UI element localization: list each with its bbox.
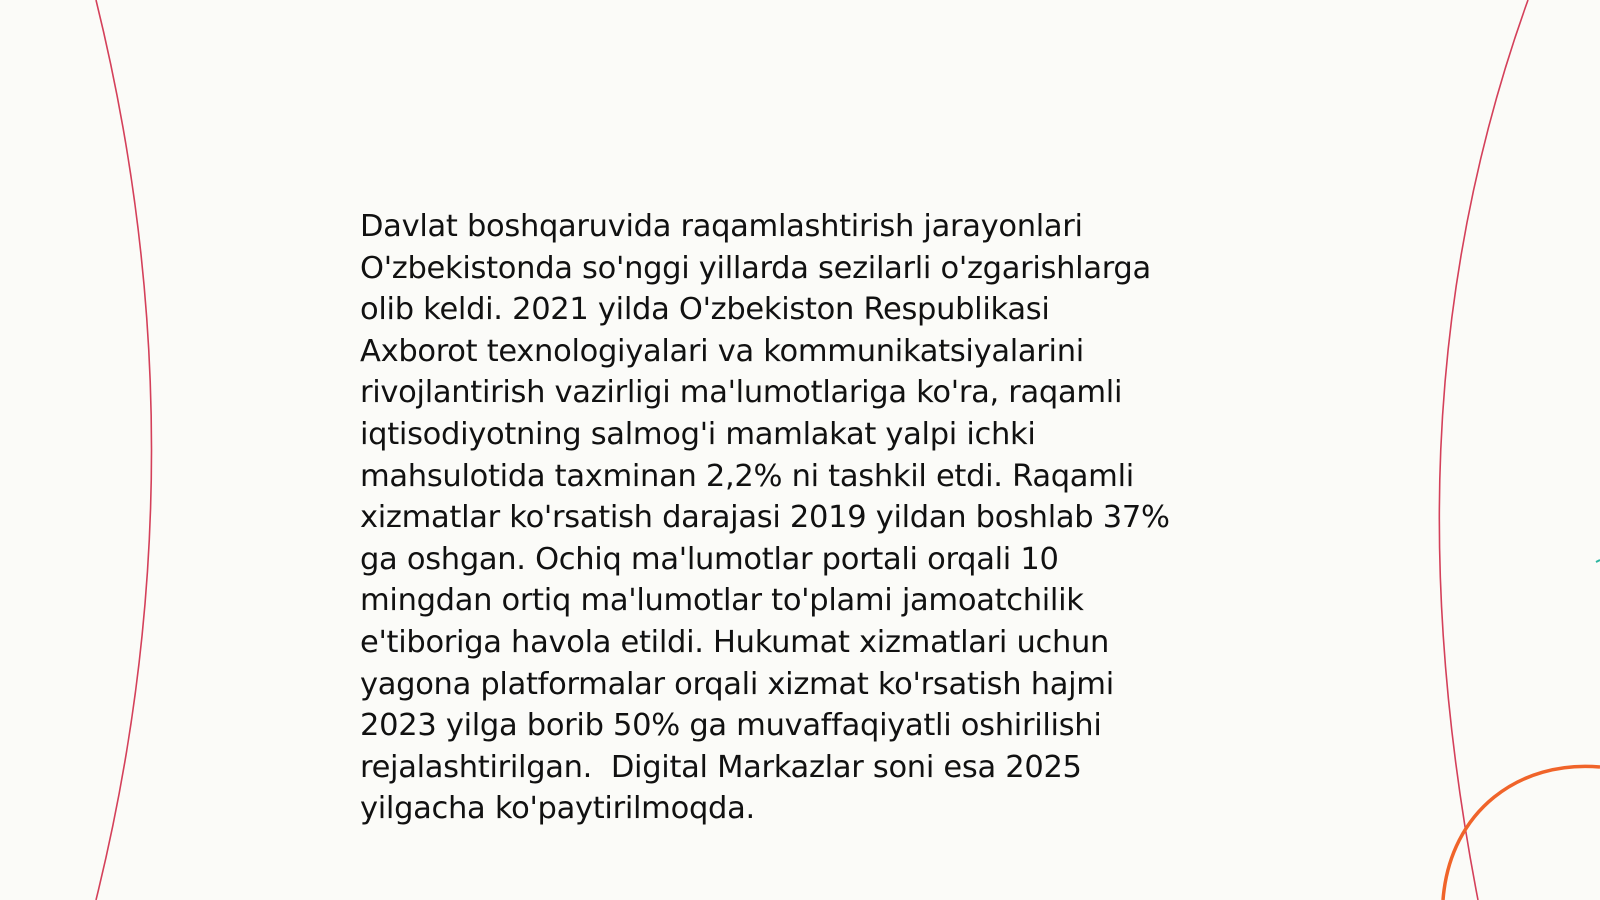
teal-tick <box>1596 560 1600 562</box>
left-curve-line <box>96 0 152 900</box>
right-curve-line <box>1439 0 1528 900</box>
body-paragraph: Davlat boshqaruvida raqamlashtirish jarayonlari O'zbekistonda so'nggi yillarda sezilarli o'zgarishlarga olib keldi. 2021 yilda O'zbekiston Respublikasi Axborot texnologiyalari va kommunikatsiyalarini rivojlantirish vazirligi ma'lumotlariga ko'ra, raqamli iqtisodiyotning salmog'i mamlakat yalpi ichki mahsulotida taxminan 2,2% ni tashkil etdi. Raqamli xizmatlar ko'rsatish darajasi 2019 yildan boshlab 37% ga oshgan. Ochiq ma'lumotlar portali orqali 10 mingdan ortiq ma'lumotlar to'plami jamoatchilik e'tiboriga havola etildi. Hukumat xizmatlari uchun yagona platformalar orqali xizmat ko'rsatish hajmi 2023 yilga borib 50% ga muvaffaqiyatli oshirilishi rejalashtirilgan. Digital Markazlar soni esa 2025 yilgacha ko'paytirilmoqda. <box>360 209 1170 827</box>
